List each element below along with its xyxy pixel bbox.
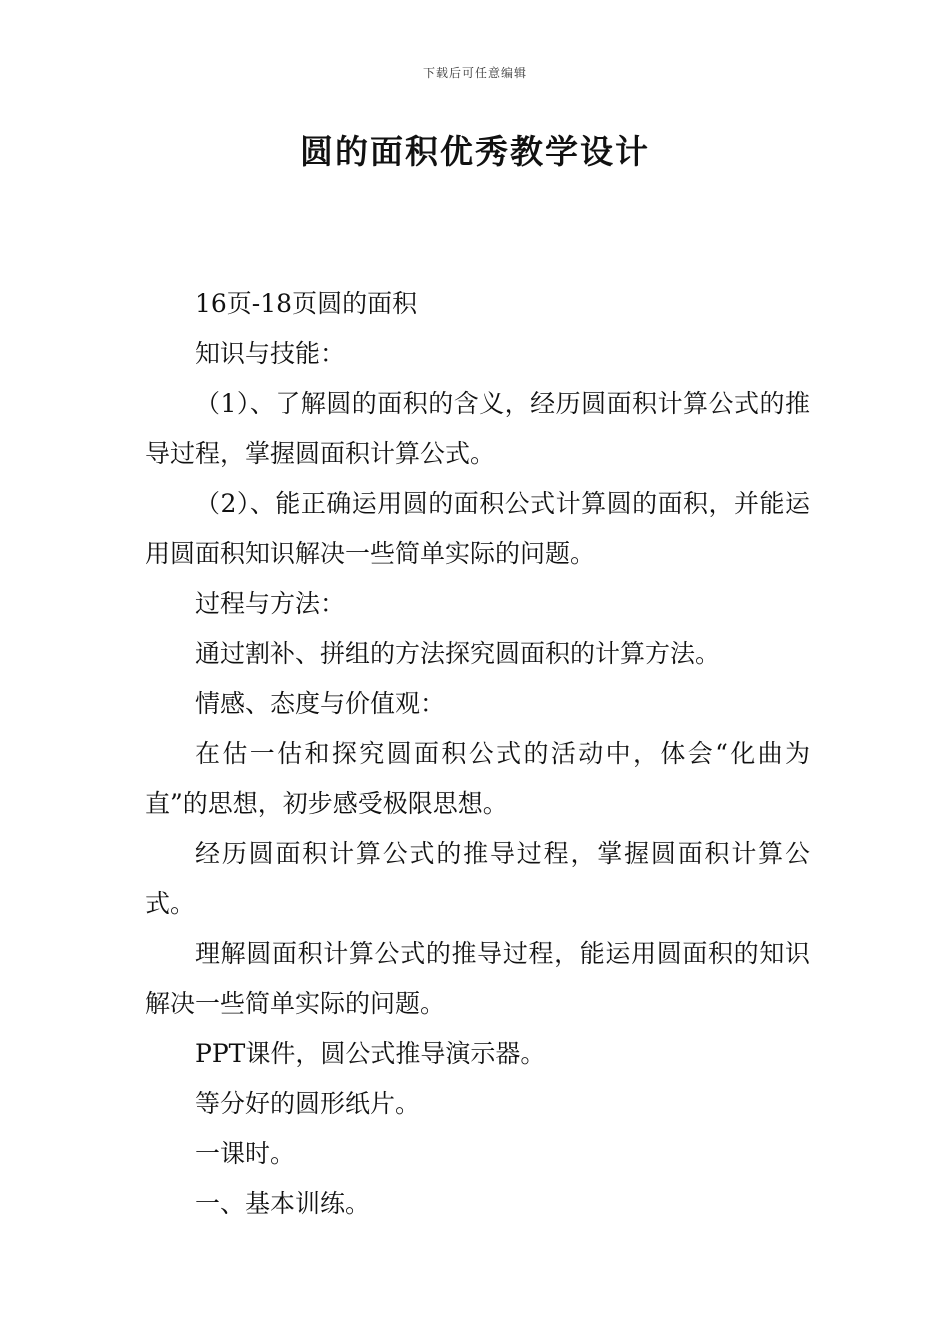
paragraph: 知识与技能： [195,339,346,368]
document-title: 圆的面积优秀教学设计 [300,132,650,171]
paragraph: 过程与方法： [195,589,346,618]
paragraph: （1）、了解圆的面积的含义，经历圆面积计算公式的推导过程，掌握圆面积计算公式。 [145,389,810,468]
paragraph: 经历圆面积计算公式的推导过程，掌握圆面积计算公式。 [145,839,810,918]
paragraph: 16页-18页圆的面积 [195,289,418,318]
header-note: 下载后可任意编辑 [422,66,527,80]
paragraph: 等分好的圆形纸片。 [195,1089,421,1118]
paragraph: 在估一估和探究圆面积公式的活动中，体会“化曲为直”的思想，初步感受极限思想。 [145,739,810,818]
paragraph: 通过割补、拼组的方法探究圆面积的计算方法。 [195,639,721,668]
paragraph: PPT课件，圆公式推导演示器。 [195,1039,546,1068]
document-body [145,279,810,1229]
paragraph: 一课时。 [195,1139,296,1168]
paragraph: 理解圆面积计算公式的推导过程，能运用圆面积的知识解决一些简单实际的问题。 [145,939,810,1018]
paragraph: 一、基本训练。 [195,1189,371,1218]
paragraph: 情感、态度与价值观： [195,689,446,718]
paragraph: （2）、能正确运用圆的面积公式计算圆的面积，并能运用圆面积知识解决一些简单实际的问题。 [145,489,810,568]
